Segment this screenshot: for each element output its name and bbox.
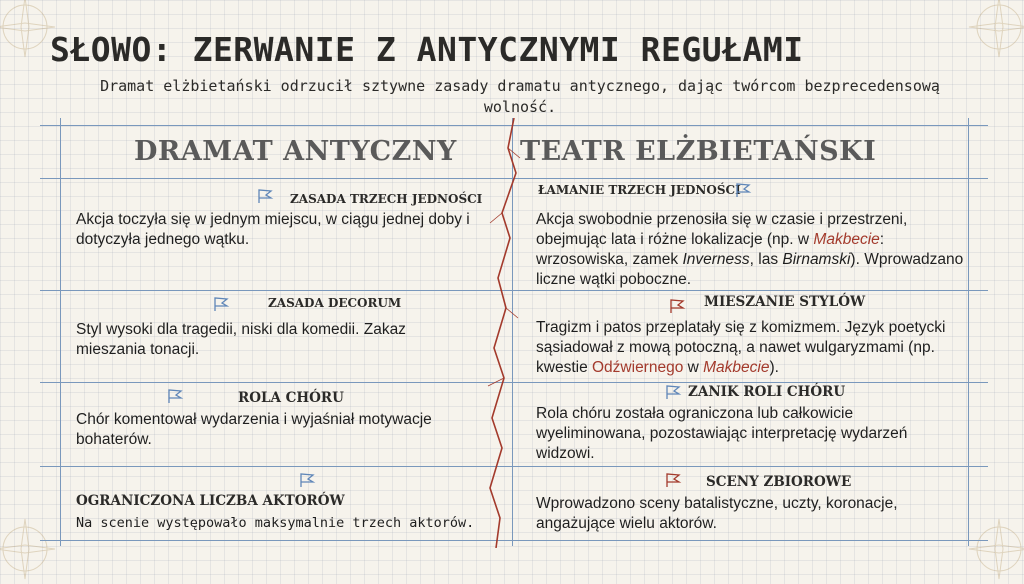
flag-icon bbox=[668, 298, 686, 314]
row3-right-label: ZANIK ROLI CHÓRU bbox=[688, 384, 846, 400]
flag-icon bbox=[734, 182, 752, 198]
page-title: SŁOWO: ZERWANIE Z ANTYCZNYMI REGUŁAMI bbox=[50, 30, 804, 69]
row2-left-text: Styl wysoki dla tragedii, niski dla komedii. Zakaz mieszania tonacji. bbox=[76, 321, 406, 358]
row3-left-text: Chór komentował wydarzenia i wyjaśniał motywacje bohaterów. bbox=[76, 411, 432, 448]
flag-icon bbox=[256, 188, 274, 204]
flag-icon bbox=[298, 472, 316, 488]
column-header-elizabethan: TEATR ELŻBIETAŃSKI bbox=[520, 136, 877, 167]
row3-left-label: ROLA CHÓRU bbox=[238, 390, 344, 406]
table-border-left bbox=[60, 118, 61, 546]
flag-icon bbox=[664, 472, 682, 488]
column-header-ancient: DRAMAT ANTYCZNY bbox=[134, 136, 457, 167]
highlight-odzwierny: Odźwiernego bbox=[592, 359, 684, 376]
highlight-makbet: Makbecie bbox=[703, 359, 770, 376]
table-border-right bbox=[968, 118, 969, 546]
compass-rose-icon bbox=[964, 0, 1024, 62]
highlight-makbet: Makbecie bbox=[813, 231, 880, 248]
flag-icon bbox=[212, 296, 230, 312]
flag-icon bbox=[166, 388, 184, 404]
row4-left-text: Na scenie występowało maksymalnie trzech aktorów. bbox=[76, 515, 475, 531]
row4-left-label: OGRANICZONA LICZBA AKTORÓW bbox=[76, 493, 345, 509]
row1-left-text: Akcja toczyła się w jednym miejscu, w ciągu jednej doby i dotyczyła jednego wątku. bbox=[76, 211, 470, 248]
row2-right-label: MIESZANIE STYLÓW bbox=[704, 294, 866, 310]
crack-divider bbox=[480, 118, 540, 548]
page-subtitle: Dramat elżbietański odrzucił sztywne zasady dramatu antycznego, dając twórcom bezprecedensową wolność. bbox=[100, 77, 940, 116]
row4-right-label: SCENY ZBIOROWE bbox=[706, 474, 852, 490]
row1-right-text: Akcja swobodnie przenosiła się w czasie i przestrzeni, obejmując lata i różne lokalizacje (np. w Makbecie: wrzosowiska, zamek Inverness, las Birnamski). Wprowadzano liczne wątki poboczne. bbox=[536, 211, 964, 288]
row1-right-label: ŁAMANIE TRZECH JEDNOŚCI bbox=[538, 183, 741, 197]
row1-left-label: ZASADA TRZECH JEDNOŚCI bbox=[290, 192, 483, 206]
row2-left-label: ZASADA DECORUM bbox=[268, 296, 402, 310]
flag-icon bbox=[664, 384, 682, 400]
row4-right-text: Wprowadzono sceny batalistyczne, uczty, koronacje, angażujące wielu aktorów. bbox=[536, 495, 898, 532]
compass-rose-icon bbox=[0, 514, 60, 584]
row2-right-text: Tragizm i patos przeplatały się z komizmem. Język poetycki sąsiadował z mową potoczną, a nawet wulgaryzmami (np. kwestie Odźwiernego w Makbecie). bbox=[536, 319, 946, 376]
row3-right-text: Rola chóru została ograniczona lub całkowicie wyeliminowana, pozostawiając interpretację wydarzeń widzowi. bbox=[536, 405, 908, 462]
compass-rose-icon bbox=[964, 514, 1024, 584]
